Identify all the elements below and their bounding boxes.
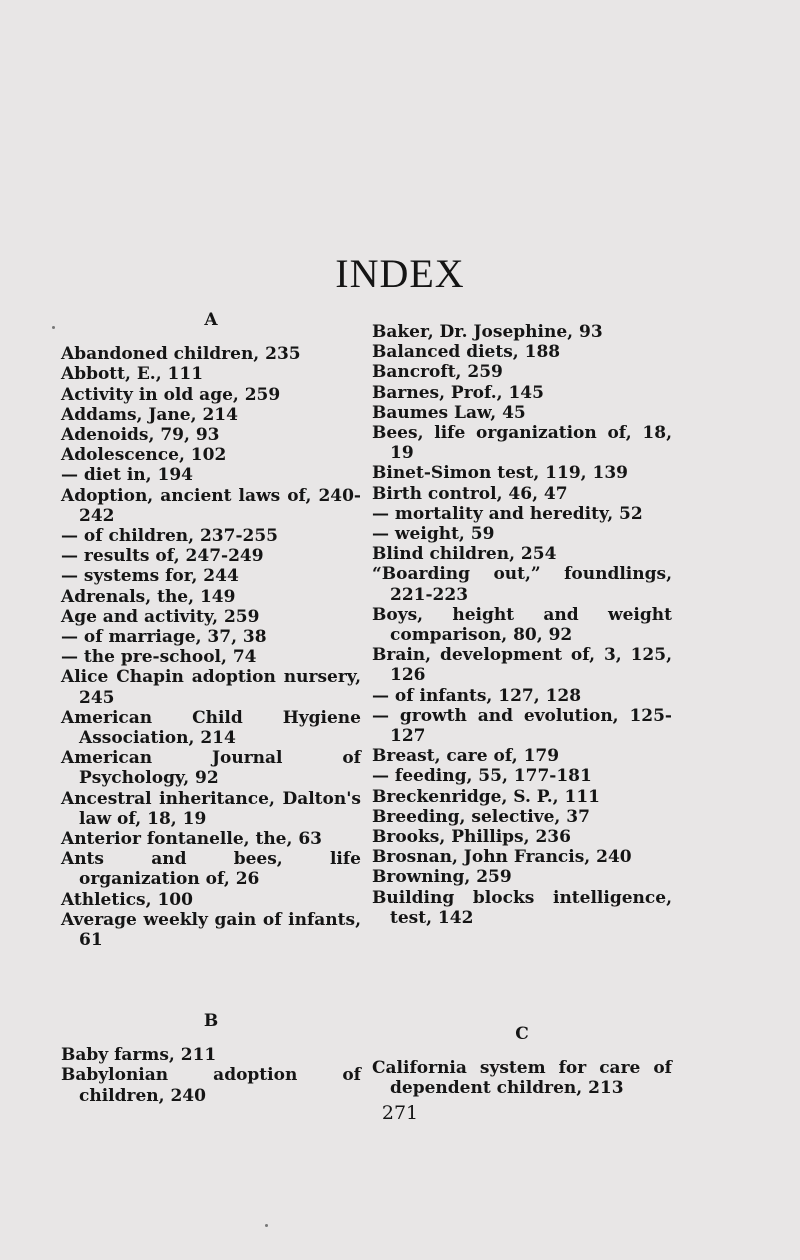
index-entry: Breeding, selective, 37 xyxy=(372,806,590,827)
index-entry: — diet in, 194 xyxy=(61,465,193,486)
index-entry: American Journal of Psychology, 92 xyxy=(61,748,361,789)
index-entry: — of children, 237-255 xyxy=(61,526,278,547)
scan-speck xyxy=(265,1224,268,1227)
index-entry: — the pre-school, 74 xyxy=(61,647,257,668)
index-entry: Anterior fontanelle, the, 63 xyxy=(61,829,322,850)
index-entry: Blind children, 254 xyxy=(372,544,557,565)
entry-list-a xyxy=(61,344,361,950)
page-title: INDEX xyxy=(335,251,465,296)
index-entry: Bees, life organization of, 18, 19 xyxy=(372,423,672,464)
index-column-right-c xyxy=(372,1024,672,1099)
index-entry: “Boarding out,” foundlings, 221-223 xyxy=(372,564,672,605)
index-entry: Binet-Simon test, 119, 139 xyxy=(372,463,628,484)
index-entry: Baumes Law, 45 xyxy=(372,402,526,423)
index-entry: Baby farms, 211 xyxy=(61,1045,217,1066)
index-entry: Barnes, Prof., 145 xyxy=(372,382,544,403)
entry-list-c xyxy=(372,1058,672,1098)
index-entry: Ancestral inheritance, Dalton's law of, 18, 19 xyxy=(61,788,361,829)
section-letter-a: A xyxy=(204,310,218,330)
index-entry: Brosnan, John Francis, 240 xyxy=(372,847,632,868)
index-entry: — weight, 59 xyxy=(372,524,495,545)
index-entry: Balanced diets, 188 xyxy=(372,342,561,363)
index-entry: Breast, care of, 179 xyxy=(372,746,560,767)
entry-list-b xyxy=(61,1045,361,1106)
index-entry: Alice Chapin adoption nursery, 245 xyxy=(61,667,361,708)
index-entry: Birth control, 46, 47 xyxy=(372,483,568,504)
index-entry: — systems for, 244 xyxy=(61,566,239,587)
index-entry: Abbott, E., 111 xyxy=(61,364,204,385)
index-entry: Adrenals, the, 149 xyxy=(61,586,236,607)
index-entry: — of marriage, 37, 38 xyxy=(61,627,267,648)
page-number: 271 xyxy=(381,1102,419,1124)
index-entry: — growth and evolution, 125-127 xyxy=(372,705,672,747)
section-letter-b: B xyxy=(203,1011,219,1031)
index-entry: Breckenridge, S. P., 111 xyxy=(372,786,601,807)
index-entry: Adenoids, 79, 93 xyxy=(61,425,220,446)
index-column-left-b xyxy=(61,1011,361,1106)
index-entry: Brain, development of, 3, 125, 126 xyxy=(372,645,672,686)
index-entry: — results of, 247-249 xyxy=(61,546,264,567)
index-entry: — mortality and heredity, 52 xyxy=(372,503,643,524)
index-entry: Baker, Dr. Josephine, 93 xyxy=(372,322,603,342)
index-entry: Age and activity, 259 xyxy=(61,606,260,627)
section-letter-c: C xyxy=(515,1024,529,1044)
index-entry: Babylonian adoption of children, 240 xyxy=(61,1065,361,1106)
index-entry: Adoption, ancient laws of, 240-242 xyxy=(61,485,361,526)
entry-list-b-continued xyxy=(372,322,672,928)
index-entry: Boys, height and weight comparison, 80, 92 xyxy=(372,604,672,646)
index-entry: Addams, Jane, 214 xyxy=(61,404,238,425)
index-column-right xyxy=(372,322,672,928)
index-entry: Average weekly gain of infants, 61 xyxy=(61,909,361,951)
index-column-left xyxy=(61,310,361,950)
index-entry: Brooks, Phillips, 236 xyxy=(372,827,571,848)
index-entry: Abandoned children, 235 xyxy=(61,344,301,365)
index-entry: American Child Hygiene Association, 214 xyxy=(61,707,361,749)
index-entry: Browning, 259 xyxy=(372,867,512,888)
index-entry: — feeding, 55, 177-181 xyxy=(372,766,592,787)
index-entry: Bancroft, 259 xyxy=(372,362,503,383)
index-entry: Athletics, 100 xyxy=(61,889,193,910)
index-entry: California system for care of dependent children, 213 xyxy=(372,1058,672,1099)
index-entry: Building blocks intelligence, test, 142 xyxy=(372,887,672,928)
index-entry: — of infants, 127, 128 xyxy=(372,685,582,706)
scan-speck xyxy=(52,326,55,329)
index-entry: Ants and bees, life organization of, 26 xyxy=(61,849,361,890)
index-entry: Activity in old age, 259 xyxy=(61,384,281,405)
index-entry: Adolescence, 102 xyxy=(61,445,227,466)
